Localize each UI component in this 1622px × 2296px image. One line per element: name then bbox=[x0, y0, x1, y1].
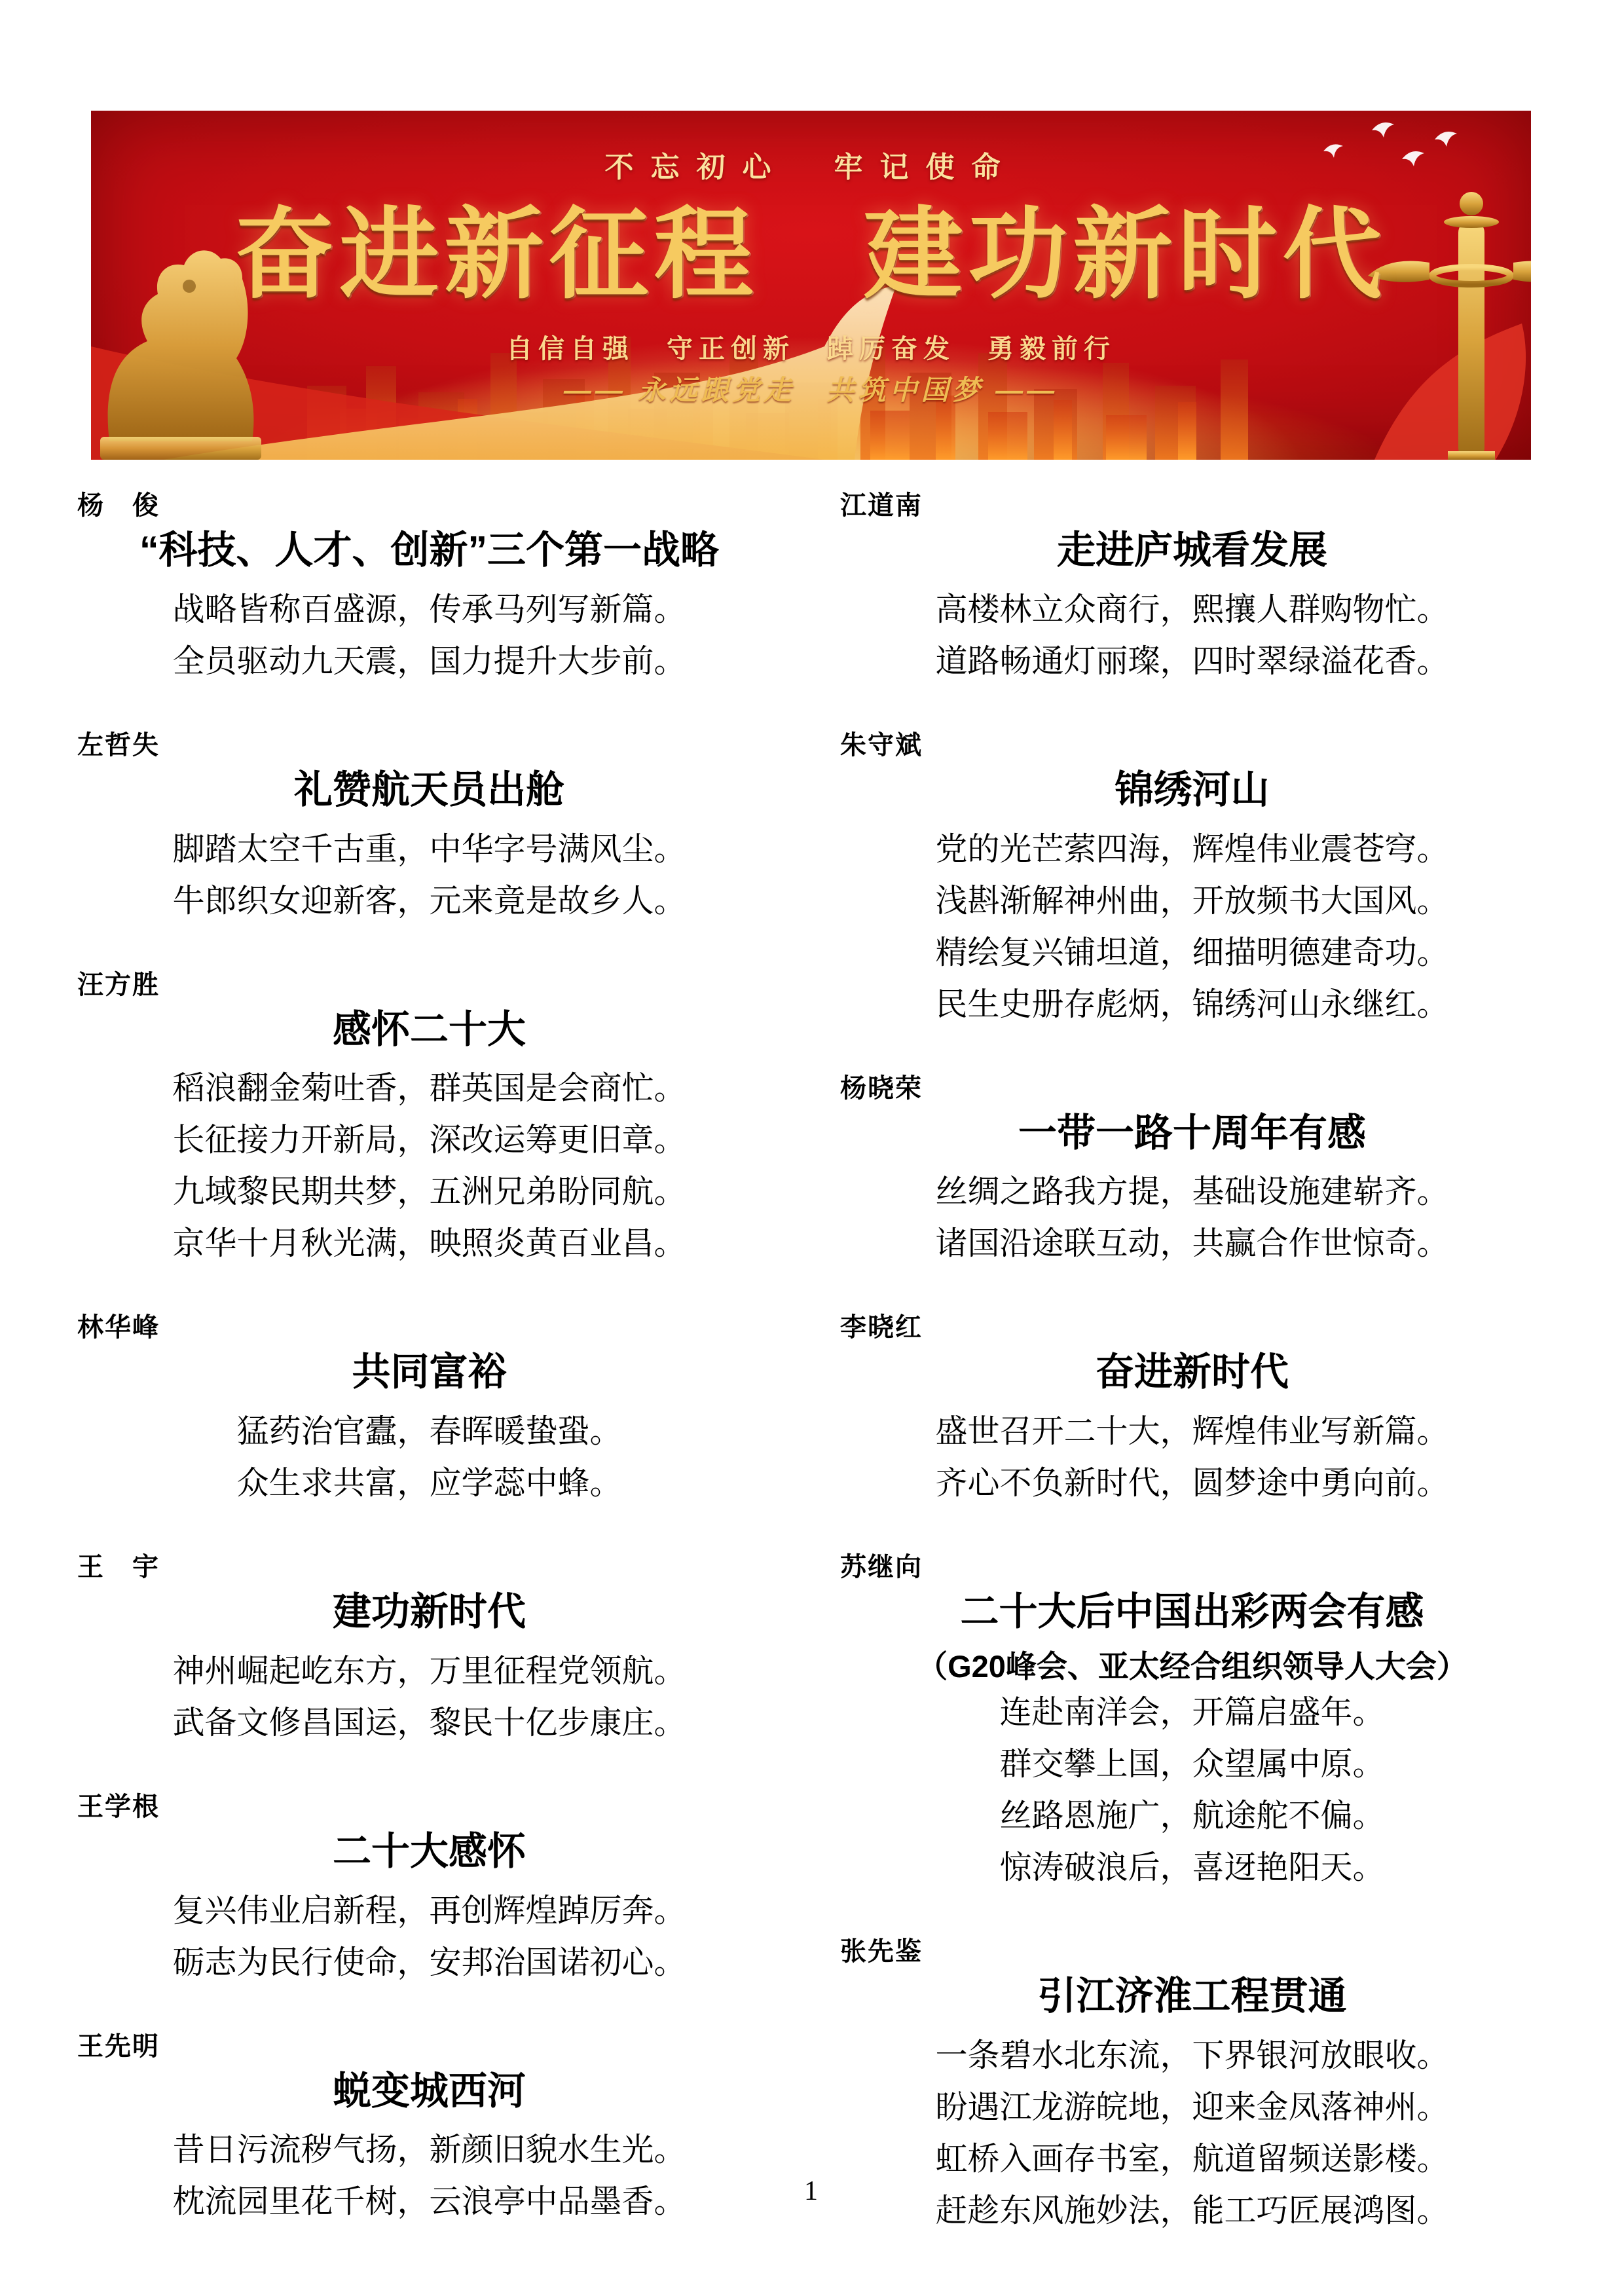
poem bbox=[77, 1791, 781, 1989]
poem-title: 二十大后中国出彩两会有感 bbox=[960, 1590, 1424, 1633]
poem-line: 全员驱动九天震，国力提升大步前。 bbox=[172, 643, 686, 679]
poem-title: 共同富裕 bbox=[352, 1350, 507, 1394]
banner bbox=[91, 111, 1531, 460]
poem-line: 精绘复兴铺坦道，细描明德建奇功。 bbox=[935, 935, 1449, 971]
poem-column-left bbox=[77, 490, 781, 2270]
poem-line: 齐心不负新时代，圆梦途中勇向前。 bbox=[935, 1466, 1449, 1501]
poem-line: 众生求共富，应学蕊中蜂。 bbox=[236, 1466, 622, 1501]
poem-line: 连赴南洋会，开篇启盛年。 bbox=[999, 1695, 1385, 1731]
poem-line: 枕流园里花千树，云浪亭中品墨香。 bbox=[172, 2184, 686, 2220]
poem-line: 浅斟渐解神州曲，开放频书大国风。 bbox=[935, 883, 1449, 919]
poem-line: 高楼林立众商行，熙攘人群购物忙。 bbox=[935, 591, 1449, 627]
poem-line: 赶趁东风施妙法，能工巧匠展鸿图。 bbox=[935, 2193, 1449, 2229]
poem bbox=[77, 730, 781, 927]
page-number: 1 bbox=[804, 2176, 818, 2206]
poem-author: 左哲失 bbox=[77, 730, 160, 760]
poem-author: 王先明 bbox=[77, 2031, 160, 2061]
poem-author: 杨 俊 bbox=[77, 491, 160, 520]
poem bbox=[840, 1551, 1544, 1894]
banner-slogan-top: 不忘初心 牢记使命 bbox=[604, 151, 1018, 183]
banner-slogan-middle: 自信自强 守正创新 踔厉奋发 勇毅前行 bbox=[506, 335, 1116, 363]
poem-line: 长征接力开新局，深改运筹更旧章。 bbox=[172, 1122, 686, 1158]
poem-line: 复兴伟业启新程，再创辉煌踔厉奔。 bbox=[172, 1893, 686, 1929]
poem-line: 九域黎民期共梦，五洲兄弟盼同航。 bbox=[172, 1174, 686, 1210]
poem bbox=[77, 969, 781, 1270]
poem bbox=[840, 1073, 1544, 1270]
poem-author: 汪方胜 bbox=[77, 970, 160, 999]
poem-line: 虹桥入画存书室，航道留频送影楼。 bbox=[935, 2141, 1449, 2177]
poem-line: 稻浪翻金菊吐香，群英国是会商忙。 bbox=[172, 1071, 686, 1107]
poem-line: 砺志为民行使命，安邦治国诺初心。 bbox=[172, 1944, 686, 1980]
poem bbox=[840, 730, 1544, 1031]
banner-title: 奋进新征程 建功新时代 bbox=[234, 199, 1388, 310]
poem-line: 昔日污流秽气扬，新颜旧貌水生光。 bbox=[172, 2132, 686, 2168]
poem-title: 一带一路十周年有感 bbox=[1018, 1111, 1366, 1155]
poem-title: 引江济淮工程贯通 bbox=[1037, 1974, 1347, 2018]
poem-line: 群交攀上国，众望属中原。 bbox=[999, 1747, 1385, 1783]
poem-title: 锦绣河山 bbox=[1115, 768, 1270, 811]
poem bbox=[77, 1551, 781, 1749]
poem-subtitle: （G20峰会、亚太经合组织领导人大会） bbox=[917, 1648, 1467, 1684]
poem-line: 惊涛破浪后，喜迓艳阳天。 bbox=[999, 1850, 1385, 1886]
poem-line: 丝绸之路我方提，基础设施建崭齐。 bbox=[935, 1174, 1449, 1210]
poem-line: 战略皆称百盛源，传承马列写新篇。 bbox=[172, 591, 686, 627]
poem-line: 丝路恩施广，航途舵不偏。 bbox=[999, 1798, 1385, 1834]
poem-line: 盛世召开二十大，辉煌伟业写新篇。 bbox=[935, 1414, 1449, 1449]
poem-author: 王学根 bbox=[77, 1792, 160, 1821]
poem-line: 诸国沿途联互动，共赢合作世惊奇。 bbox=[935, 1226, 1449, 1262]
poem-line: 京华十月秋光满，映照炎黄百业昌。 bbox=[172, 1226, 686, 1262]
poem-line: 脚踏太空千古重，中华字号满风尘。 bbox=[172, 831, 686, 867]
poem bbox=[840, 1312, 1544, 1509]
poem-line: 猛药治官蠹，春晖暖蛰蛩。 bbox=[236, 1414, 622, 1449]
poem-author: 杨晓荣 bbox=[840, 1073, 923, 1103]
poem-author: 王 宇 bbox=[77, 1553, 160, 1582]
poem-line: 神州崛起屹东方，万里征程党领航。 bbox=[172, 1653, 686, 1689]
poem-title: 礼赞航天员出舱 bbox=[293, 768, 564, 811]
poem-title: 蜕变城西河 bbox=[332, 2069, 526, 2113]
poem-author: 江道南 bbox=[840, 491, 923, 520]
poem-title: 二十大感怀 bbox=[332, 1829, 526, 1873]
poem-title: “科技、人才、创新”三个第一战略 bbox=[139, 528, 719, 572]
poem-author: 张先鉴 bbox=[840, 1937, 923, 1967]
poem-title: 感怀二十大 bbox=[332, 1007, 526, 1051]
poem-author: 苏继向 bbox=[840, 1553, 923, 1582]
poem-author: 李晓红 bbox=[840, 1313, 923, 1342]
poem-line: 一条碧水北东流，下界银河放眼收。 bbox=[935, 2037, 1449, 2073]
poem bbox=[840, 490, 1544, 688]
poem-line: 武备文修昌国运，黎民十亿步康庄。 bbox=[172, 1705, 686, 1741]
poem-line: 党的光芒萦四海，辉煌伟业震苍穹。 bbox=[935, 831, 1449, 867]
poem bbox=[77, 1312, 781, 1509]
poem-line: 道路畅通灯丽璨，四时翠绿溢花香。 bbox=[935, 643, 1449, 679]
poem-title: 奋进新时代 bbox=[1095, 1350, 1289, 1394]
poem-line: 牛郎织女迎新客，元来竟是故乡人。 bbox=[172, 883, 686, 919]
banner-slogan-script: —— 永远跟党走 共筑中国梦 —— bbox=[563, 375, 1059, 405]
poem-title: 建功新时代 bbox=[332, 1590, 526, 1633]
poem-column-right bbox=[840, 490, 1544, 2279]
poem-line: 民生史册存彪炳，锦绣河山永继红。 bbox=[935, 986, 1449, 1022]
poem bbox=[77, 490, 781, 688]
poem-author: 林华峰 bbox=[77, 1313, 160, 1342]
poem-line: 盼遇江龙游皖地，迎来金凤落神州。 bbox=[935, 2089, 1449, 2125]
poem-title: 走进庐城看发展 bbox=[1056, 528, 1327, 572]
poem-author: 朱守斌 bbox=[840, 730, 923, 760]
